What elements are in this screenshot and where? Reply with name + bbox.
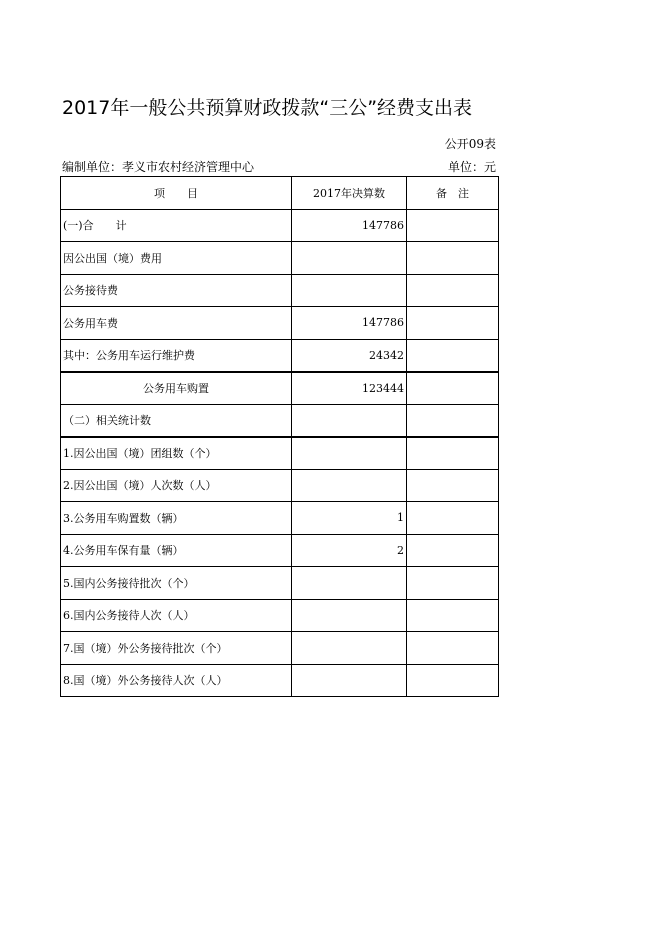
row-amount: 24342 bbox=[292, 339, 407, 372]
row-amount: 2 bbox=[292, 534, 407, 567]
row-amount bbox=[292, 567, 407, 600]
row-note bbox=[407, 502, 499, 535]
row-amount: 1 bbox=[292, 502, 407, 535]
table-row bbox=[61, 599, 499, 632]
row-note bbox=[407, 242, 499, 275]
row-amount: 147786 bbox=[292, 209, 407, 242]
column-header-item: 项 目 bbox=[61, 177, 292, 210]
row-item: 公务接待费 bbox=[61, 274, 292, 307]
row-item: 3.公务用车购置数（辆） bbox=[61, 502, 292, 535]
row-note bbox=[407, 339, 499, 372]
row-amount bbox=[292, 437, 407, 470]
row-item: 8.国（境）外公务接待人次（人） bbox=[61, 664, 292, 697]
row-item: (一)合 计 bbox=[61, 209, 292, 242]
table-row bbox=[61, 534, 499, 567]
row-note bbox=[407, 274, 499, 307]
row-amount bbox=[292, 404, 407, 437]
row-item: 7.国（境）外公务接待批次（个） bbox=[61, 632, 292, 665]
table-header-row bbox=[61, 177, 499, 210]
row-note bbox=[407, 567, 499, 600]
row-note bbox=[407, 437, 499, 470]
expense-table bbox=[60, 176, 499, 697]
row-amount bbox=[292, 274, 407, 307]
row-note bbox=[407, 404, 499, 437]
row-item: 4.公务用车保有量（辆） bbox=[61, 534, 292, 567]
table-row bbox=[61, 209, 499, 242]
table-row bbox=[61, 372, 499, 405]
unit-label: 单位：元 bbox=[447, 160, 496, 174]
row-item: 5.国内公务接待批次（个） bbox=[61, 567, 292, 600]
row-item: 2.因公出国（境）人次数（人） bbox=[61, 469, 292, 502]
row-note bbox=[407, 599, 499, 632]
page-title: 2017年一般公共预算财政拨款“三公”经费支出表 bbox=[62, 97, 473, 119]
org-label: 编制单位：孝义市农村经济管理中心 bbox=[62, 160, 255, 174]
row-item: 1.因公出国（境）团组数（个） bbox=[61, 437, 292, 470]
row-item: （二）相关统计数 bbox=[61, 404, 292, 437]
form-code-label: 公开09表 bbox=[444, 137, 496, 151]
row-note bbox=[407, 469, 499, 502]
row-amount bbox=[292, 242, 407, 275]
column-header-note: 备 注 bbox=[407, 177, 499, 210]
row-note bbox=[407, 372, 499, 405]
row-amount: 147786 bbox=[292, 307, 407, 340]
table-row bbox=[61, 664, 499, 697]
row-note bbox=[407, 534, 499, 567]
row-note bbox=[407, 307, 499, 340]
row-amount bbox=[292, 632, 407, 665]
table-row bbox=[61, 274, 499, 307]
row-item: 公务用车费 bbox=[61, 307, 292, 340]
column-header-amount: 2017年决算数 bbox=[292, 177, 407, 210]
row-item: 因公出国（境）费用 bbox=[61, 242, 292, 275]
row-note bbox=[407, 664, 499, 697]
table-row bbox=[61, 632, 499, 665]
row-amount bbox=[292, 664, 407, 697]
row-amount bbox=[292, 469, 407, 502]
table-row bbox=[61, 242, 499, 275]
table-row bbox=[61, 307, 499, 340]
row-item: 公务用车购置 bbox=[61, 372, 292, 405]
row-item: 6.国内公务接待人次（人） bbox=[61, 599, 292, 632]
row-note bbox=[407, 632, 499, 665]
table-row bbox=[61, 469, 499, 502]
row-amount: 123444 bbox=[292, 372, 407, 405]
row-amount bbox=[292, 599, 407, 632]
table-row bbox=[61, 567, 499, 600]
table-row bbox=[61, 437, 499, 470]
table-row bbox=[61, 339, 499, 372]
row-note bbox=[407, 209, 499, 242]
row-item: 其中：公务用车运行维护费 bbox=[61, 339, 292, 372]
table-row bbox=[61, 502, 499, 535]
table-row bbox=[61, 404, 499, 437]
